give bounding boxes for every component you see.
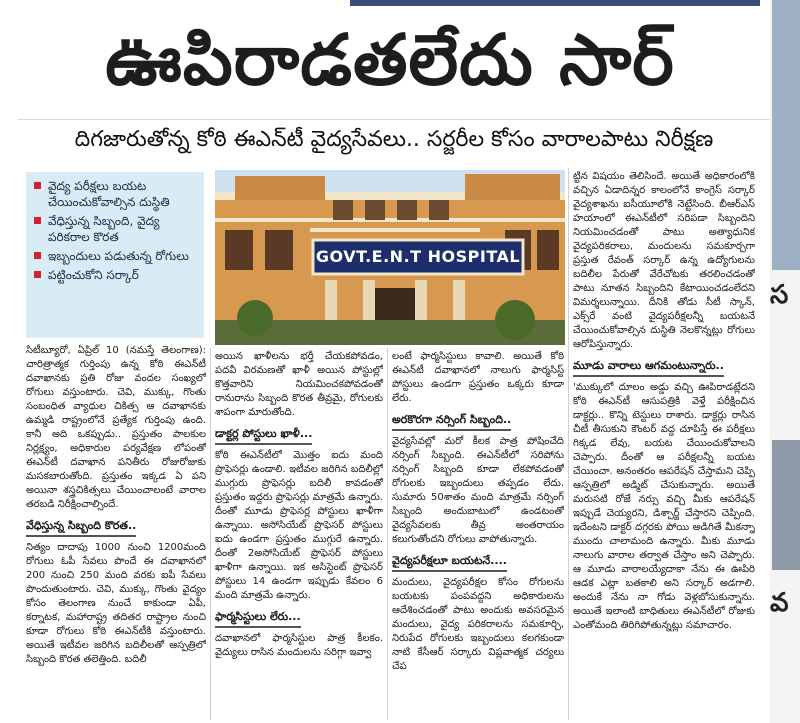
section-subheading: మూడు వారాలు ఆగమంటున్నారు..: [573, 357, 724, 377]
article-paragraph: 'ముక్కులో దూలం అడ్డు వచ్చి ఊపిరాడట్లేదని కోఠి ఈఎన్‌టీ ఆసుపత్రికి వెళ్తే పరీక్షించిన డాక్టర్లు.. కొన్ని టెస్టులు రాశారు. డాక్టర్లు రాసిన చీటీ తీసుకుని కౌంటర్ వద్ద చూపిస్తే ఈ పరీక్షలు గిక్కడ లేవు, బయట చేయించుకోవాలని చెప్పారు. దీంతో ఆ పరీక్షలన్నీ బయట చేయించా. అనంతరం ఆపరేషన్ చేస్తామని చెప్పి ఆస్పత్రిలో అడ్మిట్ చేసుకున్నారు. అయితే మరుసటి రోజే నర్సు వచ్చి మీకు ఆపరేషన్ ఇప్పుడే చెయ్యరని, డిశ్చార్జ్ చేస్తారని చెప్పింది. ఇదేంటని డాక్టర్ దగ్గరకు పోయి అడిగితే మీకన్నా ముందు చాలామంది ఉన్నారు. మీకు మూడు నాలుగు వారాల తర్వాత చేస్తాం అని చెప్పారు. ఆ మూడు వారాలయ్యేదాకా నేను ఈ ఊపిరి ఆడక ఎట్లా బతకాలి అని సర్కార్ అడగాలి. అందుకే నేను నా గోడు వెళ్లబోసుకున్నాను. అయితే ఇలాంటి బాధితులు ఈఎన్‌టీలో రోజుకు ఎంతోమంది తిరిగిపోతున్నట్లు సమాచారం.: [573, 382, 755, 631]
bullet-square-icon: [34, 252, 41, 259]
section-subheading: అరకొరగా నర్సింగ్ సిబ్బంది..: [392, 411, 511, 431]
bullet-square-icon: [34, 271, 41, 278]
adjacent-article-strip: [770, 0, 800, 723]
article-paragraph: దవాఖానలో ఫార్మసిస్టుల పాత్ర కీలకం. వైద్యులు రాసిన మందులను సరిగ్గా ఇవ్వా: [215, 633, 383, 658]
highlight-item: ఇబ్బందులు పడుతున్న రోగులు: [34, 248, 198, 264]
column-divider: [568, 168, 569, 720]
section-subheading: డాక్టర్ల పోస్టులు ఖాళీ...: [215, 425, 312, 445]
article-column-1: [26, 344, 206, 719]
article-paragraph: నిత్యం దాదాపు 1000 నుంచి 1200మంది రోగులు ఓపీ సేవలు పొందే ఈ దవాఖానలో 200 నుంచి 250 మంది వరకు ఐపీ సేవలు పొందుతుంటారు. చెవి, ముక్కు, గొంతు వైద్యం కోసం తెలంగాణ నుంచే కాకుండా ఏపీ, కర్నాటక, మహారాష్ట్ర తదితర రాష్ట్రాల నుంచి కూడా రోగులు కోఠి ఈఎన్‌టీకి వస్తుంటారు. అయితే ఇటీవల జరిగిన బదిలీలతో ఆస్పత్రిలో సిబ్బంది కొరత తలెత్తింది. బదిలీ: [26, 542, 206, 665]
highlight-item: పట్టించుకోని సర్కార్: [34, 267, 198, 283]
article-column-4: [573, 170, 755, 720]
article-paragraph: సిటీబ్యూరో, ఏప్రిల్ 10 (నమస్తే తెలంగాణ): చారిత్రాత్మక గుర్తింపు ఉన్న కోఠి ఈఎన్‌టీ దవాఖానకు ప్రతి రోజు వందల సంఖ్యలో రోగులు వస్తుంటారు. చెవి, ముక్కు, గొంతు సంబంధిత వ్యాధుల చికిత్స ఆ దవాఖానకు ఉమ్మడి రాష్ట్రంలోనే ప్రత్యేక గుర్తింపు ఉంది. కానీ అది ఒకప్పుడు.. ప్రస్తుతం పాలకుల నిర్లక్ష్యం, అధికారుల పర్యవేక్షణ లోపంతో ఈఎన్‌టీ దవాఖాన పనితీరు రోజురోజుకు మసకబారుతోంది. ప్రస్తుతం ఇక్కడ ఏ పని అయినా శస్త్రచికిత్సలు చేయించాలంటే వారాల తరబడి నిరీక్షించాల్సిందే.: [26, 345, 206, 510]
article-paragraph: కోఠి ఈఎన్‌టీలో మొత్తం ఐదు మంది ప్రొఫెసర్లు ఉండాలి. ఇటీవల జరిగిన బదిలీల్లో ముగ్గురు ప్రొఫెసర్లు బదిలీ కావడంతో ప్రస్తుతం ఇద్దరు ప్రొఫెసర్లు మాత్రమే ఉన్నారు. దీంతో మూడు ప్రొఫెసర్ల పోస్టులు ఖాళీగా ఉన్నాయి. అసోసియేట్ ప్రొఫెసర్ పోస్టులు ఐదు ఉండగా ప్రస్తుతం ముగ్గురే ఉన్నారు. దీంతో 2అసోసియేట్ ప్రొఫెసర్ పోస్టులు ఖాళీగా ఉన్నాయి. ఇక అసిస్టెంట్ ప్రొఫెసర్ పోస్టులు 14 ఉండగా ఇప్పుడు కేవలం 6 మంది మాత్రమే ఉన్నారు.: [215, 450, 383, 601]
headline: ఊపిరాడతలేదు సార్: [105, 19, 675, 101]
section-subheading: ఫార్మసిస్టులు లేరు...: [215, 608, 301, 628]
article-paragraph: అయిన ఖాళీలను భర్తీ చేయకపోవడం, పదవీ విరమణతో ఖాళీ అయిన పోస్టుల్లో కొత్తవారిని నియమించకపోవడంతో రానురాను సిబ్బంది కొరత తీవ్రమై, రోగులకు శాపంగా మారుతోంది.: [215, 351, 383, 418]
adjacent-headline-fragment: వ: [770, 588, 789, 618]
article-paragraph: ట్టిన విషయం తెలిసిందే. అయితే అధికారంలోకి వచ్చిన ఏడాదిన్నర కాలంలోనే కాంగ్రెస్ సర్కార్ వైద్యశాఖను ఐసీయూలోకి నెట్టేసింది. బీఆర్‌ఎస్ హయాంలో ఈఎన్‌టీలో సరిపడా సిబ్బందిని నియమించడంతో పాటు అత్యాధునిక వైద్యపరికరాలు, మందులను సమకూర్చగా ప్రస్తుత రేవంత్ సర్కార్ ఉన్న ఉద్యోగులను బదిలీల పేరుతో వేరేచోటకు తరలించడంతో పాటు నూతన సిబ్బందిని కేటాయించడంలేదని విమర్శలున్నాయి. దీనికి తోడు సీటీ స్కాన్, ఎక్స్‌రే వంటి వైద్యపరీక్షలన్నీ బయటనే చేయించుకోవాల్సిన దుస్థితి నెలకొన్నట్లు రోగులు ఆరోపిస్తున్నారు.: [573, 171, 755, 350]
bullet-square-icon: [34, 217, 41, 224]
subheadline: దిగజారుతోన్న కోఠి ఈఎన్‌టీ వైద్యసేవలు.. సర్జరీల కోసం వారాలపాటు నిరీక్షణ: [18, 119, 770, 159]
column-divider: [210, 348, 211, 720]
article-column-3: [392, 350, 564, 720]
highlights-box: [26, 172, 204, 338]
section-subheading: వైద్యపరీక్షలూ బయటనే....: [392, 552, 507, 572]
adjacent-headline-fragment: స: [770, 280, 789, 310]
page-top-bar: [350, 0, 760, 6]
highlight-item: వేధిస్తున్న సిబ్బంది, వైద్య పరికరాల కొరత: [34, 213, 198, 245]
article-paragraph: లంటే ఫార్మసిస్టులు కావాలి. అయితే కోఠి ఈఎన్‌టీ దవాఖానలో నాలుగు ఫార్మసిస్ట్ పోస్టులు ఉండగా ప్రస్తుతం ఒక్కరు కూడా లేరు.: [392, 351, 564, 404]
adjacent-photo: [772, 0, 800, 270]
section-subheading: వేధిస్తున్న సిబ్బంది కొరత..: [26, 517, 136, 537]
column-divider: [387, 348, 388, 720]
article-paragraph: వైద్యసేవల్లో మరో కీలక పాత్ర పోషించేది నర్సింగ్ సిబ్బంది. ఈఎన్‌టీలో సరిపోను నర్సింగ్ సిబ్బంది కూడా లేకపోవడంతో రోగులకు ఇబ్బందులు తప్పడం లేదు. సుమారు 50శాతం మంది మాత్రమే నర్సింగ్ సిబ్బంది అందుబాటులో ఉండటంతో వైద్యసేవలకు తీవ్ర అంతరాయం కలుగుతోందని రోగులు వాపోతున్నారు.: [392, 436, 564, 545]
highlight-item: వైద్య పరీక్షలు బయట చేయించుకోవాల్సిన దుస్థితి: [34, 178, 198, 210]
bullet-square-icon: [34, 182, 41, 189]
hospital-sign: GOVT.E.N.T HOSPITAL: [315, 247, 521, 266]
adjacent-photo: [772, 440, 800, 570]
article-column-2: [215, 350, 383, 720]
article-paragraph: మందులు, వైద్యపరీక్షల కోసం రోగులను బయటకు పంపవద్దని అధికారులను ఆదేశించడంతో పాటు అందుకు అవసరమైన మందులు, వైద్య పరికరాలను సమకూర్చి, నిరుపేద రోగులకు ఇబ్బందులు కలగకుండా నాటి కేసీఆర్ సర్కారు విప్లవాత్మక చర్యలు చేప: [392, 577, 564, 672]
hospital-photo: [215, 170, 565, 345]
